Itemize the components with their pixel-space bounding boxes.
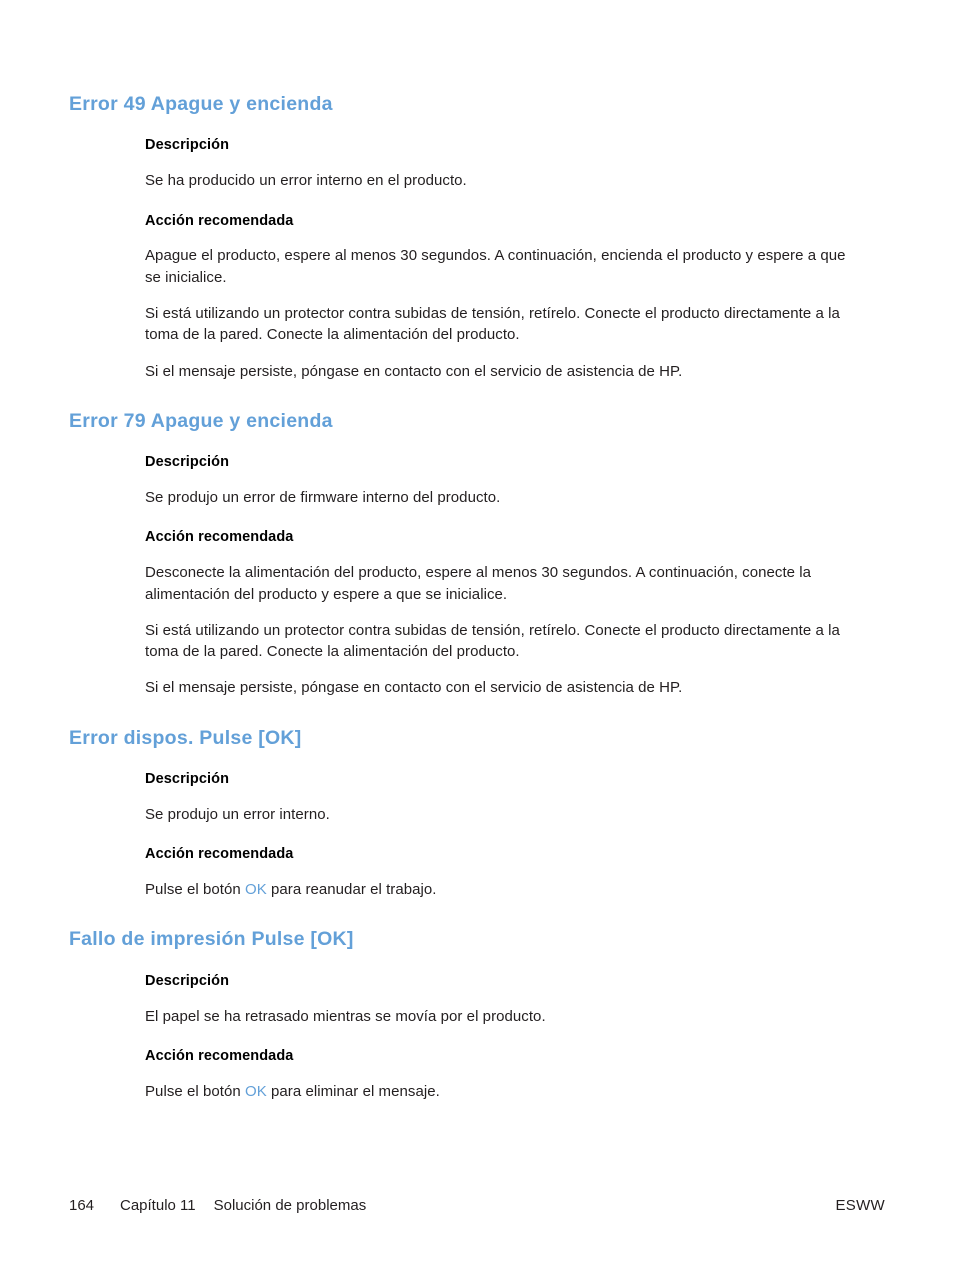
description-paragraph: Se produjo un error interno.: [145, 805, 330, 823]
description-label: Descripción: [145, 137, 230, 154]
error-section: [69, 409, 869, 699]
description-label: Descripción: [145, 454, 230, 471]
footer-left-group: [69, 1197, 366, 1214]
section-body: [145, 453, 857, 698]
action-paragraph: [145, 879, 857, 900]
action-paragraph: Si está utilizando un protector contra subidas de tensión, retírelo. Conecte el producto directamente a la toma de la pared. Conecte la alimentación del producto.: [145, 304, 840, 344]
footer-chapter: Capítulo 11: [120, 1196, 196, 1214]
action-text-before: Pulse el botón: [145, 1082, 245, 1100]
action-label: Acción recomendada: [145, 529, 294, 546]
action-text-after: para reanudar el trabajo.: [266, 881, 437, 899]
section-heading: Fallo de impresión Pulse [OK]: [69, 928, 354, 951]
ok-button-reference: OK: [245, 1082, 267, 1100]
description-label: Descripción: [145, 972, 230, 989]
footer-chapter-title: Solución de problemas: [213, 1196, 367, 1214]
section-heading: Error 79 Apague y encienda: [69, 409, 333, 432]
description-paragraph: Se ha producido un error interno en el producto.: [145, 172, 467, 190]
footer-locale-label: ESWW: [835, 1196, 885, 1214]
error-section: [69, 92, 869, 382]
section-body: [145, 770, 857, 900]
section-heading: Error 49 Apague y encienda: [69, 93, 333, 115]
page-footer: [69, 1195, 885, 1215]
action-label: Acción recomendada: [145, 1047, 294, 1064]
section-body: [145, 136, 857, 381]
action-paragraph: Desconecte la alimentación del producto, espere al menos 30 segundos. A continuación, conecte la alimentación del producto y espere a que se inicialice.: [145, 564, 812, 603]
footer-page-number: 164: [69, 1196, 95, 1214]
section-heading: Error dispos. Pulse [OK]: [69, 726, 302, 749]
action-paragraph: [145, 1081, 857, 1102]
action-paragraph: Si el mensaje persiste, póngase en contacto con el servicio de asistencia de HP.: [145, 362, 683, 380]
action-paragraph: Si el mensaje persiste, póngase en contacto con el servicio de asistencia de HP.: [145, 679, 683, 697]
description-label: Descripción: [145, 771, 230, 788]
ok-button-reference: OK: [245, 881, 267, 899]
action-text-before: Pulse el botón: [145, 881, 245, 899]
action-paragraph: Apague el producto, espere al menos 30 segundos. A continuación, encienda el producto y espere a que se inicialice.: [145, 247, 846, 286]
action-paragraph: Si está utilizando un protector contra subidas de tensión, retírelo. Conecte el producto directamente a la toma de la pared. Conecte la alimentación del producto.: [145, 621, 840, 661]
page-content: [69, 92, 869, 1102]
action-label: Acción recomendada: [145, 846, 294, 863]
error-section: [69, 927, 869, 1102]
action-label: Acción recomendada: [145, 212, 294, 229]
section-body: [145, 972, 857, 1102]
error-section: [69, 726, 869, 901]
description-paragraph: Se produjo un error de firmware interno del producto.: [145, 489, 501, 507]
action-text-after: para eliminar el mensaje.: [266, 1082, 440, 1100]
description-paragraph: El papel se ha retrasado mientras se movía por el producto.: [145, 1007, 546, 1025]
